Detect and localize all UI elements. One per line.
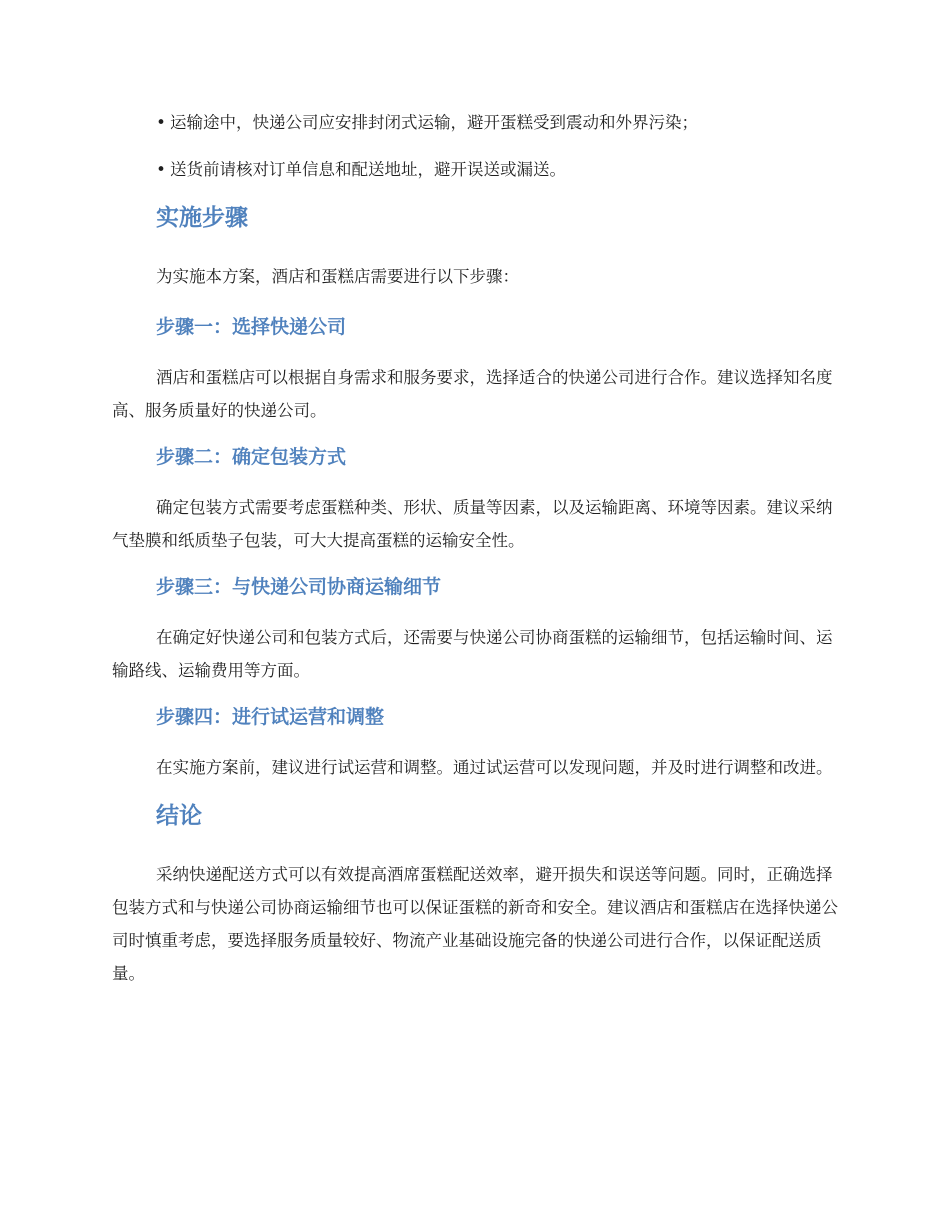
bullet-text: 送货前请核对订单信息和配送地址，避开误送或漏送。 <box>170 160 566 179</box>
bullet-text: 运输途中，快递公司应安排封闭式运输，避开蛋糕受到震动和外界污染； <box>170 113 698 132</box>
step-heading-2: 步骤二：确定包装方式 <box>156 446 347 468</box>
section-heading-implementation: 实施步骤 <box>156 205 248 231</box>
step-heading-3: 步骤三：与快递公司协商运输细节 <box>156 576 442 598</box>
section-intro: 为实施本方案，酒店和蛋糕店需要进行以下步骤： <box>156 267 519 286</box>
bullet-dot-icon: • <box>156 160 166 179</box>
bullet-item <box>112 106 838 139</box>
step-body-1: 酒店和蛋糕店可以根据自身需求和服务要求，选择适合的快递公司进行合作。建议选择知名度高、服务质量好的快递公司。 <box>112 368 833 420</box>
bullet-dot-icon: • <box>156 113 166 132</box>
step-heading-1: 步骤一：选择快递公司 <box>156 316 347 338</box>
step-body-2: 确定包装方式需要考虑蛋糕种类、形状、质量等因素，以及运输距离、环境等因素。建议采纳气垫膜和纸质垫子包装，可大大提高蛋糕的运输安全性。 <box>112 498 833 550</box>
section-heading-conclusion: 结论 <box>156 803 202 829</box>
step-body-4: 在实施方案前，建议进行试运营和调整。通过试运营可以发现问题，并及时进行调整和改进。 <box>156 758 833 777</box>
document-content <box>112 106 838 1004</box>
conclusion-body: 采纳快递配送方式可以有效提高酒席蛋糕配送效率，避开损失和误送等问题。同时，正确选择包装方式和与快递公司协商运输细节也可以保证蛋糕的新奇和安全。建议酒店和蛋糕店在选择快递公司时慎重考虑，要选择服务质量较好、物流产业基础设施完备的快递公司进行合作，以保证配送质量。 <box>112 865 838 983</box>
bullet-item <box>112 153 838 186</box>
step-body-3: 在确定好快递公司和包装方式后，还需要与快递公司协商蛋糕的运输细节，包括运输时间、运输路线、运输费用等方面。 <box>112 628 833 680</box>
step-heading-4: 步骤四：进行试运营和调整 <box>156 706 385 728</box>
